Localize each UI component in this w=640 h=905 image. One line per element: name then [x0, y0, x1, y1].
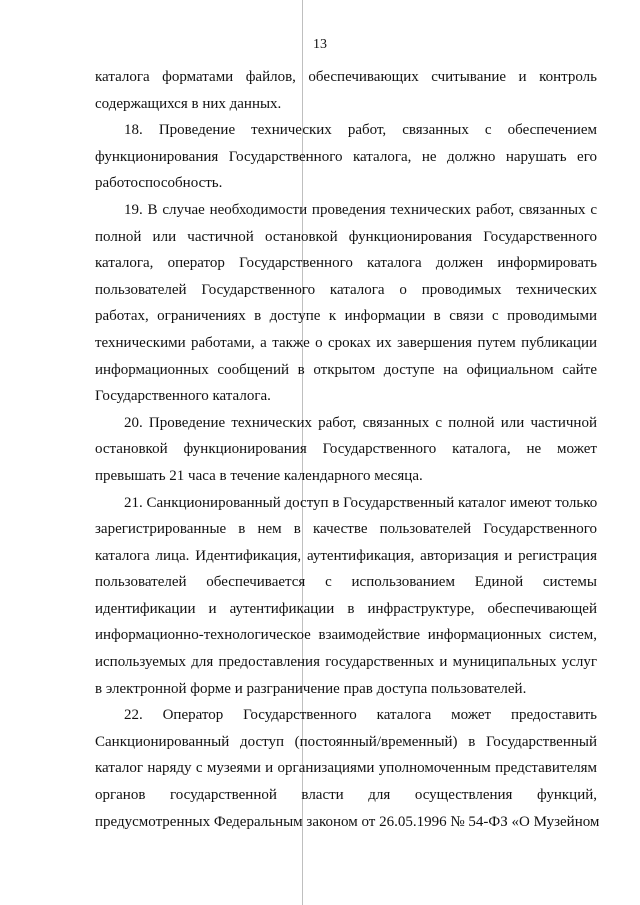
page-number: 13 — [313, 37, 327, 52]
paragraph — [95, 702, 600, 835]
text-line: 22. Оператор Государственного каталога может предоставить — [124, 707, 597, 724]
paragraph — [95, 117, 597, 197]
text-line: 20. Проведение технических работ, связанных с полной или частичной — [124, 414, 597, 431]
paragraph — [95, 197, 597, 410]
text-line: предусмотренных Федеральным законом от 26.05.1996 № 54-ФЗ «О Музейном — [95, 813, 600, 830]
text-line: Санкционированный доступ (постоянный/временный) в Государственный — [95, 733, 597, 750]
text-line: 21. Санкционированный доступ в Государственный каталог имеют только — [124, 494, 598, 511]
text-line: информационно-технологическое взаимодействие информационных систем, — [95, 627, 597, 644]
text-line: информационных сообщений в открытом доступе на официальном сайте — [95, 361, 597, 378]
text-line: 19. В случае необходимости проведения технических работ, связанных с — [124, 201, 597, 218]
text-line: Государственного каталога. — [95, 388, 271, 405]
text-line: зарегистрированные в нем в качестве пользователей Государственного — [95, 521, 597, 538]
text-line: работах, ограничениях в доступе к информации в связи с проводимыми — [95, 308, 597, 325]
document-body — [95, 64, 600, 835]
text-line: органов государственной власти для осуществления функций, — [95, 787, 597, 804]
text-line: пользователей Государственного каталога о проводимых технических — [95, 281, 597, 298]
text-line: превышать 21 часа в течение календарного месяца. — [95, 467, 423, 484]
text-line: каталога, оператор Государственного каталога должен информировать — [95, 255, 597, 272]
paragraph — [95, 490, 597, 703]
paragraph — [95, 64, 597, 117]
text-line: каталога форматами файлов, обеспечивающих считывание и контроль — [95, 69, 597, 85]
text-line: техническими работами, а также о сроках их завершения путем публикации — [95, 334, 597, 351]
paragraph — [95, 410, 597, 490]
text-line: содержащихся в них данных. — [95, 95, 282, 112]
text-line: идентификации и аутентификации в инфраструктуре, обеспечивающей — [95, 600, 597, 617]
text-line: используемых для предоставления государственных и муниципальных услуг — [95, 654, 597, 671]
text-line: функционирования Государственного каталога, не должно нарушать его — [95, 148, 597, 165]
text-line: остановкой функционирования Государственного каталога, не может — [95, 441, 597, 458]
text-line: полной или частичной остановкой функционирования Государственного — [95, 228, 597, 245]
text-line: работоспособность. — [95, 175, 223, 192]
text-line: каталог наряду с музеями и организациями уполномоченным представителям — [95, 760, 597, 777]
text-line: 18. Проведение технических работ, связанных с обеспечением — [124, 122, 597, 139]
text-line: пользователей обеспечивается с использованием Единой системы — [95, 574, 597, 591]
text-line: в электронной форме и разграничение прав доступа пользователей. — [95, 680, 527, 697]
text-line: каталога лица. Идентификация, аутентификация, авторизация и регистрация — [95, 547, 597, 564]
